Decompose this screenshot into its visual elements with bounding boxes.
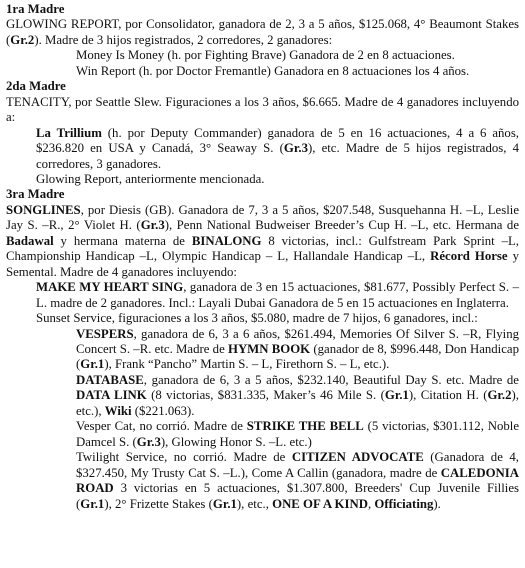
text-run: TENACITY, por Seattle Slew. Figuraciones a los 3 años, $6.665. Madre de 4 ganadores incluyendo a:: [6, 94, 519, 125]
text-run: ), Frank “Pancho” Martin S. – L, Firethorn S. – L, etc.).: [104, 357, 390, 372]
text-run: ). Madre de 3 hijos registrados, 2 corredores, 2 ganadores:: [34, 32, 333, 47]
text-run: (5 victorias, $301.112, Noble Damcel S. (: [76, 419, 519, 449]
offspring-paragraph: [6, 172, 519, 187]
section-heading: 3ra Madre: [6, 187, 65, 202]
section-heading: 2da Madre: [6, 79, 66, 94]
dam-paragraph: [6, 95, 519, 126]
text-run: Twilight Service, no corrió. Madre de: [76, 450, 292, 465]
bold-text: Gr.2: [10, 32, 35, 47]
bold-text: CITIZEN ADVOCATE: [291, 450, 424, 465]
grand-offspring-paragraph: [6, 450, 519, 512]
bold-text: BINALONG: [191, 233, 262, 248]
bold-text: Badawal: [6, 233, 54, 248]
bold-text: HYMN BOOK: [227, 341, 311, 356]
bold-text: MAKE MY HEART SING: [36, 280, 184, 295]
text-run: 8 victorias, incl.: Gulfstream Park Sprint –L, Championship Handicap –L, Olympic Handicap – L, Hallandale Handicap –L,: [6, 233, 520, 264]
bold-text: Gr.3: [136, 434, 161, 449]
bold-text: VESPERS: [76, 326, 134, 341]
bold-text: STRIKE THE BELL: [246, 419, 364, 434]
dam-paragraph: [6, 203, 519, 280]
offspring-paragraph: [6, 311, 519, 326]
text-run: Sunset Service, figuraciones a los 3 años, $5.080, madre de 7 hijos, 6 ganadores, incl.:: [36, 311, 478, 326]
offspring-paragraph: [6, 280, 519, 311]
text-run: , ganadora de 6, 3 a 5 años, $232.140, Beautiful Day S. etc. Madre de: [143, 372, 519, 387]
text-run: y hermana materna de: [53, 233, 192, 248]
bold-text: Gr.1: [384, 388, 409, 403]
text-run: Glowing Report, anteriormente mencionada.: [36, 171, 265, 186]
dam-section: [6, 79, 519, 187]
dam-section: [6, 2, 519, 79]
text-run: (ganador de 8, $996.448, Don Handicap (: [76, 341, 519, 372]
bold-text: CALEDONIA ROAD: [76, 465, 519, 496]
bold-text: DATABASE: [76, 372, 144, 387]
grand-offspring-paragraph: [6, 373, 519, 419]
text-run: ).: [433, 496, 441, 511]
bold-text: ONE OF A KIND: [272, 496, 368, 511]
bold-text: DATA LINK: [76, 388, 147, 403]
bold-text: La Trillium: [36, 125, 102, 140]
text-run: ), etc. Madre de 5 hijos registrados, 4 corredores, 3 ganadores.: [36, 141, 519, 171]
text-run: , por Diesis (GB). Ganadora de 7, 3 a 5 años, $207.548, Susquehanna H. –L, Leslie Jay S. –R., 2° Violet H. (: [6, 202, 519, 233]
section-heading: 1ra Madre: [6, 2, 65, 16]
offspring-paragraph: [6, 126, 519, 172]
grand-offspring-paragraph: [6, 48, 519, 63]
text-run: ), 2° Frizette Stakes (: [104, 496, 213, 511]
text-run: ($221.063).: [131, 403, 195, 418]
text-run: ), etc.),: [76, 388, 519, 418]
bold-text: Gr.3: [283, 141, 308, 156]
bold-text: Gr.2: [487, 388, 512, 403]
text-run: y Semental. Madre de 4 ganadores incluyendo:: [6, 249, 519, 279]
text-run: (Ganadora de 4, $327.450, My Trusty Cat S. –L.), Come A Callin (ganadora, madre de: [76, 450, 519, 480]
text-run: ), etc.,: [236, 496, 273, 511]
text-run: 3 victorias en 5 actuaciones, $1.307.800, Breeders' Cup Juvenile Fillies (: [76, 481, 519, 511]
bold-text: Récord Horse: [430, 249, 508, 264]
text-run: ,: [367, 496, 375, 511]
grand-offspring-paragraph: [6, 327, 519, 373]
bold-text: SONGLINES: [6, 202, 81, 217]
text-run: Win Report (h. por Doctor Fremantle) Ganadora en 8 actuaciones los 4 años.: [76, 63, 470, 78]
text-run: , ganadora de 3 en 15 actuaciones, $81.677, Possibly Perfect S. –L. madre de 2 ganadores. Incl.: Layali Dubai Ganadora de 5 en 15 actuaciones en Inglaterra.: [36, 280, 519, 310]
text-run: (8 victorias, $831.335, Maker’s 46 Mile S. (: [146, 388, 385, 403]
bold-text: Wiki: [104, 403, 132, 418]
text-run: ), Citation H. (: [408, 388, 488, 403]
text-run: Money Is Money (h. por Fighting Brave) Ganadora de 2 en 8 actuaciones.: [76, 48, 455, 63]
bold-text: Officiating: [374, 496, 434, 511]
bold-text: Gr.1: [80, 357, 105, 372]
text-run: Vesper Cat, no corrió. Madre de: [76, 419, 247, 434]
text-run: ), Glowing Honor S. –L. etc.): [160, 434, 312, 449]
text-run: ), Penn National Budweiser Breeder’s Cup H. –L, etc. Hermana de: [164, 218, 519, 233]
text-run: GLOWING REPORT, por Consolidator, ganadora de 2, 3 a 5 años, $125.068, 4° Beaumont Stakes (: [6, 17, 519, 47]
dam-paragraph: [6, 17, 519, 48]
text-run: (h. por Deputy Commander) ganadora de 5 en 16 actuaciones, 4 a 6 años, $236.820 en USA y Canadá, 3° Seaway S. (: [36, 125, 520, 156]
bold-text: Gr.1: [212, 496, 237, 511]
text-run: , ganadora de 6, 3 a 6 años, $261.494, Memories Of Silver S. –R, Flying Concert S. –R. etc. Madre de: [76, 326, 519, 356]
grand-offspring-paragraph: [6, 64, 519, 79]
bold-text: Gr.3: [140, 218, 165, 233]
grand-offspring-paragraph: [6, 419, 519, 450]
bold-text: Gr.1: [80, 496, 105, 511]
dam-section: [6, 187, 519, 512]
